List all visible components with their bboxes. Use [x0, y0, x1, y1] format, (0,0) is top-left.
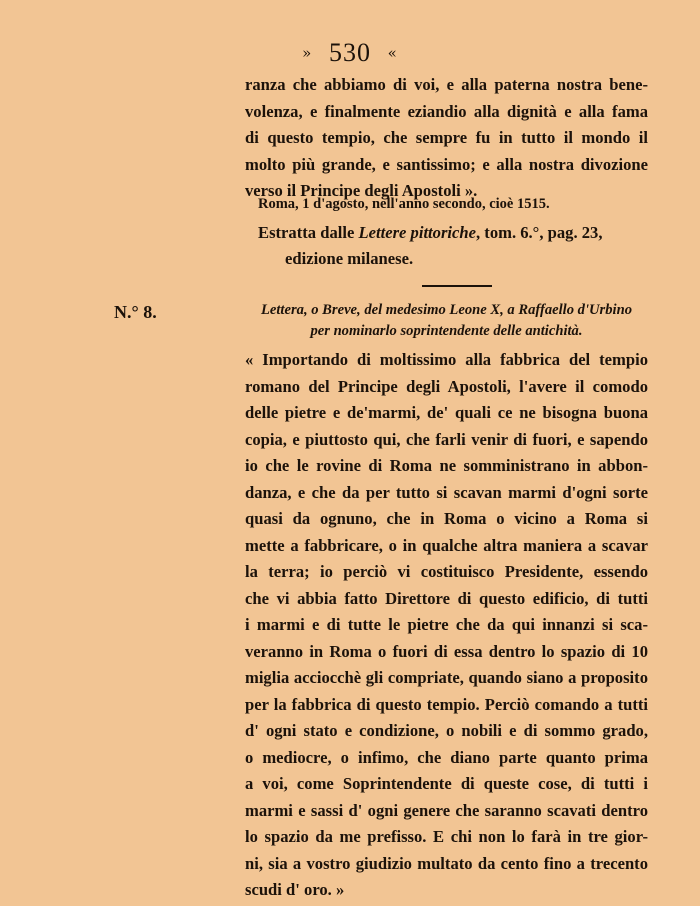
- heading-line: per nominarlo soprintendente delle antichità.: [310, 323, 583, 339]
- text-line: che vi abbia fatto Direttore di questo edificio, di tutti: [245, 588, 648, 608]
- text-line: romano del Principe degli Apostoli, l'avere il comodo: [245, 376, 648, 396]
- source-suffix: , tom. 6.°, pag. 23,: [476, 223, 603, 242]
- paragraph-closing-letter: [245, 72, 648, 205]
- page-number: 530: [329, 38, 371, 67]
- text-line: quasi da ognuno, che in Roma o vicino a Roma si: [245, 509, 648, 528]
- text-line: scudi d' oro. »: [245, 880, 345, 899]
- text-line: « Importando di moltissimo alla fabbrica del tempio: [245, 350, 648, 369]
- text-line: lo spazio da me prefisso. E chi non lo farà in tre gior-: [245, 827, 648, 846]
- text-line: io che le rovine di Roma ne somministrano in abbon-: [245, 456, 648, 475]
- paragraph-letter-body: [245, 347, 648, 904]
- letter-heading: [245, 300, 648, 342]
- text-line: d' ogni stato e condizione, o nobili e di sommo grado,: [245, 721, 648, 740]
- text-line: mette a fabbricare, o in qualche altra maniera a scavar: [245, 535, 648, 555]
- text-line: delle pietre e de'marmi, de' quali ce ne bisogna buona: [245, 403, 648, 422]
- document-number: N.° 8.: [114, 302, 157, 322]
- text-line: ni, sia a vostro giudizio multato da cento fino a trecento: [245, 853, 648, 873]
- text-line: miglia acciocchè gli compriate, quando siano a proposito: [245, 668, 648, 687]
- section-divider: [422, 285, 492, 287]
- text-line: di questo tempio, che sempre fu in tutto il mondo il: [245, 128, 648, 147]
- text-line: danza, e che da per tutto si scavan marmi d'ogni sorte: [245, 482, 648, 502]
- text-line: a voi, come Soprintendente di queste cose, di tutti i: [245, 774, 648, 793]
- heading-line: Lettera, o Breve, del medesimo Leone X, a Raffaello d'Urbino: [260, 302, 632, 318]
- dateline: Roma, 1 d'agosto, nell'anno secondo, cioè 1515.: [258, 196, 550, 212]
- source-title: Lettere pittoriche: [358, 223, 476, 242]
- ornament-left: »: [302, 44, 313, 62]
- text-line: copia, e piuttosto qui, che farli venir di fuori, e sapendo: [245, 429, 648, 449]
- text-line: molto più grande, e santissimo; e alla nostra divozione: [245, 154, 648, 174]
- text-line: i marmi e di tutte le pietre che da qui innanzi si sca-: [245, 615, 648, 634]
- source-edition: edizione milanese.: [285, 249, 414, 268]
- text-line: verso il Principe degli Apostoli ».: [245, 181, 478, 200]
- ornament-right: «: [387, 44, 398, 62]
- text-line: marmi e sassi d' ogni genere che saranno scavati dentro: [245, 800, 648, 820]
- text-line: ranza che abbiamo di voi, e alla paterna nostra bene-: [245, 75, 648, 94]
- text-line: volenza, e finalmente eziandio alla dignità e alla fama: [245, 101, 648, 121]
- text-line: veranno in Roma o fuori di essa dentro lo spazio di 10: [245, 641, 648, 661]
- text-line: la terra; io perciò vi costituisco Presidente, essendo: [245, 562, 648, 581]
- source-citation: [258, 220, 648, 272]
- text-line: o mediocre, o infimo, che diano parte quanto prima: [245, 747, 648, 767]
- source-prefix: Estratta dalle: [258, 223, 359, 242]
- text-line: per la fabbrica di questo tempio. Perciò comando a tutti: [245, 694, 648, 714]
- page-header: [0, 38, 700, 68]
